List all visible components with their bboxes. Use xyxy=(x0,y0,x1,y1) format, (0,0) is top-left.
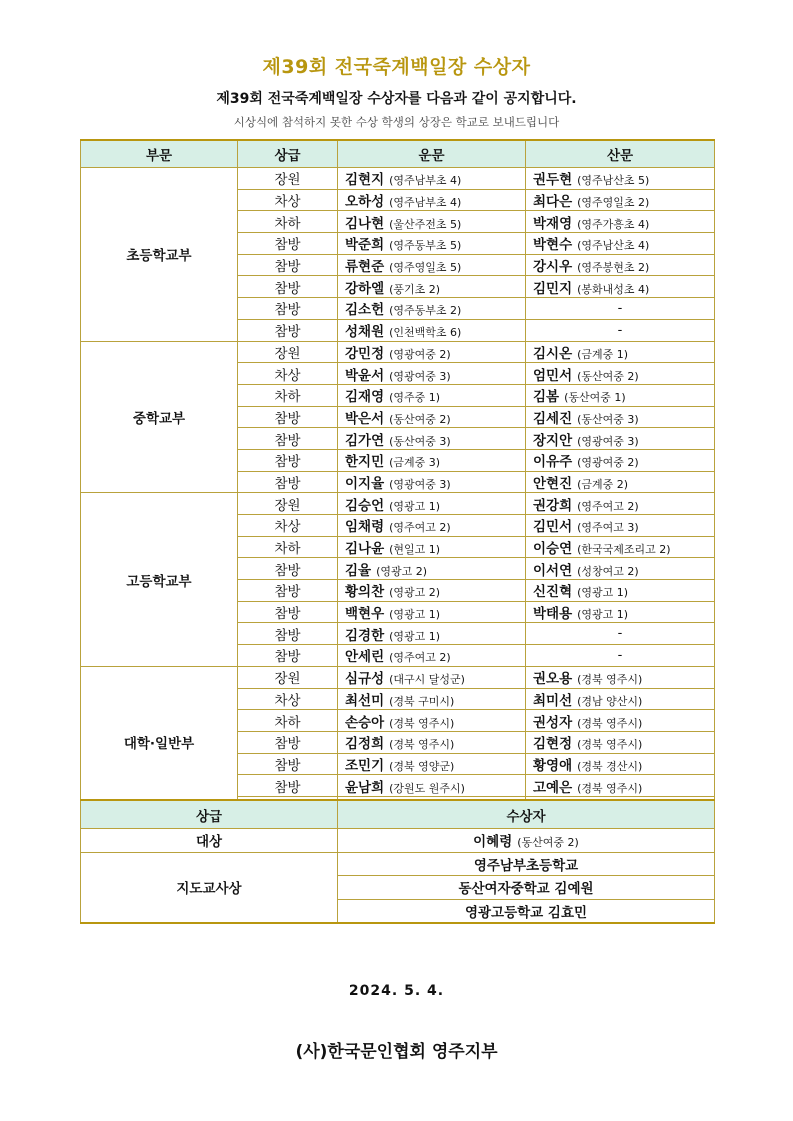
verse-winner-cell xyxy=(338,471,526,493)
grade-cell: 참방 xyxy=(238,428,338,450)
verse-winner-name: 이지율 xyxy=(345,475,385,492)
prose-winner-name: 박재영 xyxy=(533,215,573,232)
prose-winner-school: (영광고 1) xyxy=(577,608,629,622)
prose-winner-cell xyxy=(526,168,715,190)
grade-cell: 참방 xyxy=(238,623,338,645)
grade-cell: 장원 xyxy=(238,168,338,190)
verse-winner-school: (영광여중 2) xyxy=(389,347,451,361)
verse-winner-cell xyxy=(338,168,526,190)
verse-winner-name: 김현지 xyxy=(345,172,385,189)
prose-winner-school: (경북 영주시) xyxy=(577,716,643,730)
verse-winner-name: 손승아 xyxy=(345,714,385,731)
prose-winner-name: 이서연 xyxy=(533,562,573,579)
verse-winner-school: (영주여고 2) xyxy=(389,651,451,665)
grade-cell: 차상 xyxy=(238,363,338,385)
verse-winner-school: (영주동부초 5) xyxy=(389,239,462,253)
grade-cell: 참방 xyxy=(238,753,338,775)
grand-prize-label: 대상 xyxy=(81,829,338,853)
verse-winner-name: 최선미 xyxy=(345,692,385,709)
prose-winner-cell xyxy=(526,688,715,710)
prose-winner-school: (경북 경산시) xyxy=(577,759,643,773)
verse-winner-school: (대구시 달성군) xyxy=(389,673,465,687)
grade-cell: 참방 xyxy=(238,233,338,255)
verse-winner-school: (경북 영양군) xyxy=(389,759,455,773)
teacher-award-recipient: 동산여자중학교 김예원 xyxy=(338,876,715,900)
prose-winner-cell xyxy=(526,254,715,276)
verse-winner-cell xyxy=(338,580,526,602)
grade-cell: 차상 xyxy=(238,515,338,537)
grade-cell: 참방 xyxy=(238,254,338,276)
verse-winner-name: 성채원 xyxy=(345,324,385,341)
prose-empty-cell: - xyxy=(526,298,715,320)
table-row xyxy=(81,493,715,515)
grade-cell: 장원 xyxy=(238,493,338,515)
table-row xyxy=(81,341,715,363)
grade-cell: 참방 xyxy=(238,601,338,623)
verse-winner-cell xyxy=(338,449,526,471)
prose-winner-school: (봉화내성초 4) xyxy=(577,282,650,296)
prose-winner-name: 김봄 xyxy=(533,389,560,406)
prose-winner-name: 신진혁 xyxy=(533,584,573,601)
verse-winner-cell xyxy=(338,623,526,645)
header-prose: 산문 xyxy=(526,140,715,168)
verse-winner-name: 김가연 xyxy=(345,432,385,449)
verse-winner-name: 김나윤 xyxy=(345,541,385,558)
verse-winner-name: 박은서 xyxy=(345,410,385,427)
teacher-award-label: 지도교사상 xyxy=(81,852,338,923)
prose-winner-school: (영주영일초 2) xyxy=(577,196,650,210)
verse-winner-school: (인천백학초 6) xyxy=(389,326,462,340)
verse-winner-name: 김승언 xyxy=(345,497,385,514)
verse-winner-name: 김정희 xyxy=(345,736,385,753)
verse-winner-name: 김율 xyxy=(345,562,372,579)
division-label: 대학·일반부 xyxy=(81,666,238,818)
grade-cell: 장원 xyxy=(238,341,338,363)
verse-winner-school: (영광여중 3) xyxy=(389,369,451,383)
special-awards-table xyxy=(80,799,715,924)
division-label: 중학교부 xyxy=(81,341,238,493)
award-header-row xyxy=(81,800,715,829)
prose-winner-school: (동산여중 1) xyxy=(564,391,626,405)
prose-winner-school: (동산여중 3) xyxy=(577,412,639,426)
prose-winner-cell xyxy=(526,449,715,471)
verse-winner-name: 황의찬 xyxy=(345,584,385,601)
verse-winner-cell xyxy=(338,276,526,298)
prose-winner-school: (금계중 1) xyxy=(577,347,629,361)
prose-winner-school: (경북 영주시) xyxy=(577,781,643,795)
verse-winner-school: (영주동부초 2) xyxy=(389,304,462,318)
grade-cell: 참방 xyxy=(238,449,338,471)
grade-cell: 차하 xyxy=(238,710,338,732)
table-row xyxy=(81,168,715,190)
verse-winner-cell xyxy=(338,688,526,710)
verse-winner-school: (영광여중 3) xyxy=(389,477,451,491)
organization-name: (사)한국문인협회 영주지부 xyxy=(295,1042,498,1062)
prose-winner-school: (영광고 1) xyxy=(577,586,629,600)
prose-winner-name: 이승연 xyxy=(533,541,573,558)
verse-winner-name: 안세린 xyxy=(345,649,385,666)
verse-winner-name: 김나현 xyxy=(345,215,385,232)
teacher-award-recipient: 영광고등학교 김효민 xyxy=(338,899,715,923)
verse-winner-cell xyxy=(338,601,526,623)
prose-winner-school: (영주여고 2) xyxy=(577,499,639,513)
prose-winner-name: 고예은 xyxy=(533,779,573,796)
verse-winner-cell xyxy=(338,753,526,775)
verse-winner-school: (영주영일초 5) xyxy=(389,261,462,275)
verse-winner-cell xyxy=(338,645,526,667)
verse-winner-cell xyxy=(338,558,526,580)
prose-winner-cell xyxy=(526,580,715,602)
verse-winner-school: (경북 영주시) xyxy=(389,738,455,752)
announcement-date: 2024. 5. 4. xyxy=(348,983,445,999)
grade-cell: 차하 xyxy=(238,536,338,558)
prose-winner-cell xyxy=(526,515,715,537)
prose-winner-cell xyxy=(526,558,715,580)
page-subtitle: 제39회 전국죽계백일장 수상자를 다음과 같이 공지합니다. xyxy=(216,91,577,107)
verse-winner-school: (동산여중 2) xyxy=(389,412,451,426)
prose-winner-name: 엄민서 xyxy=(533,367,573,384)
verse-winner-name: 심규성 xyxy=(345,671,385,688)
grade-cell: 참방 xyxy=(238,731,338,753)
prose-winner-name: 김세진 xyxy=(533,410,573,427)
grade-cell: 참방 xyxy=(238,580,338,602)
verse-winner-cell xyxy=(338,189,526,211)
prose-winner-name: 박현수 xyxy=(533,237,573,254)
prose-winner-cell xyxy=(526,753,715,775)
verse-winner-cell xyxy=(338,666,526,688)
grade-cell: 차하 xyxy=(238,384,338,406)
grade-cell: 참방 xyxy=(238,298,338,320)
verse-winner-cell xyxy=(338,515,526,537)
prose-winner-school: (금계중 2) xyxy=(577,477,629,491)
header-division: 부문 xyxy=(81,140,238,168)
grade-cell: 참방 xyxy=(238,276,338,298)
prose-winner-school: (영주가흥초 4) xyxy=(577,217,650,231)
verse-winner-school: (영주중 1) xyxy=(389,391,441,405)
prose-winner-school: (영주남산초 5) xyxy=(577,174,650,188)
verse-winner-cell xyxy=(338,211,526,233)
grade-cell: 참방 xyxy=(238,775,338,797)
grade-cell: 참방 xyxy=(238,645,338,667)
verse-winner-name: 류현준 xyxy=(345,259,385,276)
winners-table xyxy=(80,139,715,820)
prose-winner-cell xyxy=(526,384,715,406)
prose-winner-cell xyxy=(526,211,715,233)
prose-winner-cell xyxy=(526,276,715,298)
prose-winner-name: 김민서 xyxy=(533,519,573,536)
prose-empty-cell: - xyxy=(526,319,715,341)
verse-winner-school: (풍기초 2) xyxy=(389,282,441,296)
award-header-winner: 수상자 xyxy=(338,800,715,829)
prose-winner-school: (영광여중 2) xyxy=(577,456,639,470)
verse-winner-cell xyxy=(338,233,526,255)
verse-winner-cell xyxy=(338,731,526,753)
verse-winner-cell xyxy=(338,319,526,341)
teacher-award-row xyxy=(81,852,715,876)
verse-winner-name: 강민정 xyxy=(345,345,385,362)
prose-winner-school: (경북 영주시) xyxy=(577,738,643,752)
verse-winner-name: 윤남희 xyxy=(345,779,385,796)
prose-winner-name: 김시온 xyxy=(533,345,573,362)
page-note: 시상식에 참석하지 못한 수상 학생의 상장은 학교로 보내드립니다 xyxy=(233,115,560,129)
winners-table-body xyxy=(81,168,715,819)
verse-winner-cell xyxy=(338,254,526,276)
grade-cell: 차하 xyxy=(238,211,338,233)
grand-prize-school: (동산여중 2) xyxy=(517,836,579,850)
verse-winner-cell xyxy=(338,384,526,406)
prose-winner-name: 이유주 xyxy=(533,454,573,471)
verse-winner-cell xyxy=(338,363,526,385)
prose-winner-name: 최미선 xyxy=(533,692,573,709)
teacher-award-recipient: 영주남부초등학교 xyxy=(338,852,715,876)
header-grade: 상급 xyxy=(238,140,338,168)
prose-winner-cell xyxy=(526,428,715,450)
verse-winner-name: 조민기 xyxy=(345,757,385,774)
prose-winner-school: (성창여고 2) xyxy=(577,564,639,578)
prose-winner-cell xyxy=(526,601,715,623)
prose-winner-cell xyxy=(526,341,715,363)
verse-winner-school: (울산주전초 5) xyxy=(389,217,462,231)
verse-winner-school: (영주여고 2) xyxy=(389,521,451,535)
prose-winner-name: 권오용 xyxy=(533,671,573,688)
grade-cell: 차상 xyxy=(238,688,338,710)
verse-winner-cell xyxy=(338,341,526,363)
verse-winner-cell xyxy=(338,493,526,515)
page-title: 제39회 전국죽계백일장 수상자 xyxy=(262,56,531,78)
table-row xyxy=(81,666,715,688)
verse-winner-cell xyxy=(338,536,526,558)
prose-winner-cell xyxy=(526,189,715,211)
prose-winner-school: (동산여중 2) xyxy=(577,369,639,383)
prose-winner-cell xyxy=(526,493,715,515)
award-header-grade: 상급 xyxy=(81,800,338,829)
grade-cell: 참방 xyxy=(238,319,338,341)
prose-winner-school: (영주여고 3) xyxy=(577,521,639,535)
prose-winner-school: (영주봉현초 2) xyxy=(577,261,650,275)
division-label: 초등학교부 xyxy=(81,168,238,342)
prose-winner-cell xyxy=(526,666,715,688)
prose-winner-school: (경남 양산시) xyxy=(577,694,643,708)
verse-winner-name: 박준희 xyxy=(345,237,385,254)
verse-winner-school: (동산여중 3) xyxy=(389,434,451,448)
prose-winner-name: 안현진 xyxy=(533,475,573,492)
prose-winner-school: (영광여중 3) xyxy=(577,434,639,448)
table-header-row xyxy=(81,140,715,168)
verse-winner-cell xyxy=(338,775,526,797)
prose-winner-cell xyxy=(526,536,715,558)
verse-winner-school: (영광고 2) xyxy=(389,586,441,600)
prose-winner-cell xyxy=(526,731,715,753)
prose-winner-school: (경북 영주시) xyxy=(577,673,643,687)
prose-winner-cell xyxy=(526,363,715,385)
verse-winner-name: 오하성 xyxy=(345,194,385,211)
verse-winner-cell xyxy=(338,298,526,320)
verse-winner-school: (경북 구미시) xyxy=(389,694,455,708)
verse-winner-school: (영주남부초 4) xyxy=(389,174,462,188)
grade-cell: 참방 xyxy=(238,471,338,493)
prose-winner-cell xyxy=(526,775,715,797)
verse-winner-school: (영광고 1) xyxy=(389,499,441,513)
prose-winner-name: 강시우 xyxy=(533,259,573,276)
verse-winner-school: (영광고 2) xyxy=(376,564,428,578)
verse-winner-name: 박윤서 xyxy=(345,367,385,384)
verse-winner-name: 백현우 xyxy=(345,606,385,623)
prose-winner-name: 장지안 xyxy=(533,432,573,449)
prose-winner-name: 김민지 xyxy=(533,280,573,297)
verse-winner-school: (금계중 3) xyxy=(389,456,441,470)
verse-winner-name: 한지민 xyxy=(345,454,385,471)
verse-winner-name: 김경한 xyxy=(345,627,385,644)
verse-winner-school: (영주남부초 4) xyxy=(389,196,462,210)
verse-winner-school: (영광고 1) xyxy=(389,608,441,622)
prose-winner-cell xyxy=(526,471,715,493)
grade-cell: 참방 xyxy=(238,406,338,428)
prose-winner-name: 김현정 xyxy=(533,736,573,753)
verse-winner-name: 김재영 xyxy=(345,389,385,406)
verse-winner-school: (강원도 원주시) xyxy=(389,781,465,795)
prose-winner-school: (한국국제조리고 2) xyxy=(577,543,671,557)
prose-winner-cell xyxy=(526,233,715,255)
grade-cell: 차상 xyxy=(238,189,338,211)
grand-prize-row xyxy=(81,829,715,853)
prose-empty-cell: - xyxy=(526,645,715,667)
verse-winner-name: 김소헌 xyxy=(345,302,385,319)
verse-winner-name: 강하엘 xyxy=(345,280,385,297)
prose-winner-name: 권두현 xyxy=(533,172,573,189)
verse-winner-cell xyxy=(338,428,526,450)
verse-winner-school: (현일고 1) xyxy=(389,543,441,557)
prose-winner-cell xyxy=(526,710,715,732)
verse-winner-cell xyxy=(338,406,526,428)
prose-winner-name: 권성자 xyxy=(533,714,573,731)
verse-winner-school: (경북 영주시) xyxy=(389,716,455,730)
verse-winner-name: 임채령 xyxy=(345,519,385,536)
grand-prize-name: 이혜령 xyxy=(473,834,513,851)
prose-winner-name: 권강희 xyxy=(533,497,573,514)
prose-winner-school: (영주남산초 4) xyxy=(577,239,650,253)
header-verse: 운문 xyxy=(338,140,526,168)
prose-winner-cell xyxy=(526,406,715,428)
prose-winner-name: 최다은 xyxy=(533,194,573,211)
division-label: 고등학교부 xyxy=(81,493,238,667)
verse-winner-cell xyxy=(338,710,526,732)
grand-prize-winner xyxy=(338,829,715,853)
prose-empty-cell: - xyxy=(526,623,715,645)
prose-winner-name: 황영애 xyxy=(533,757,573,774)
grade-cell: 장원 xyxy=(238,666,338,688)
prose-winner-name: 박태용 xyxy=(533,606,573,623)
grade-cell: 참방 xyxy=(238,558,338,580)
verse-winner-school: (영광고 1) xyxy=(389,629,441,643)
